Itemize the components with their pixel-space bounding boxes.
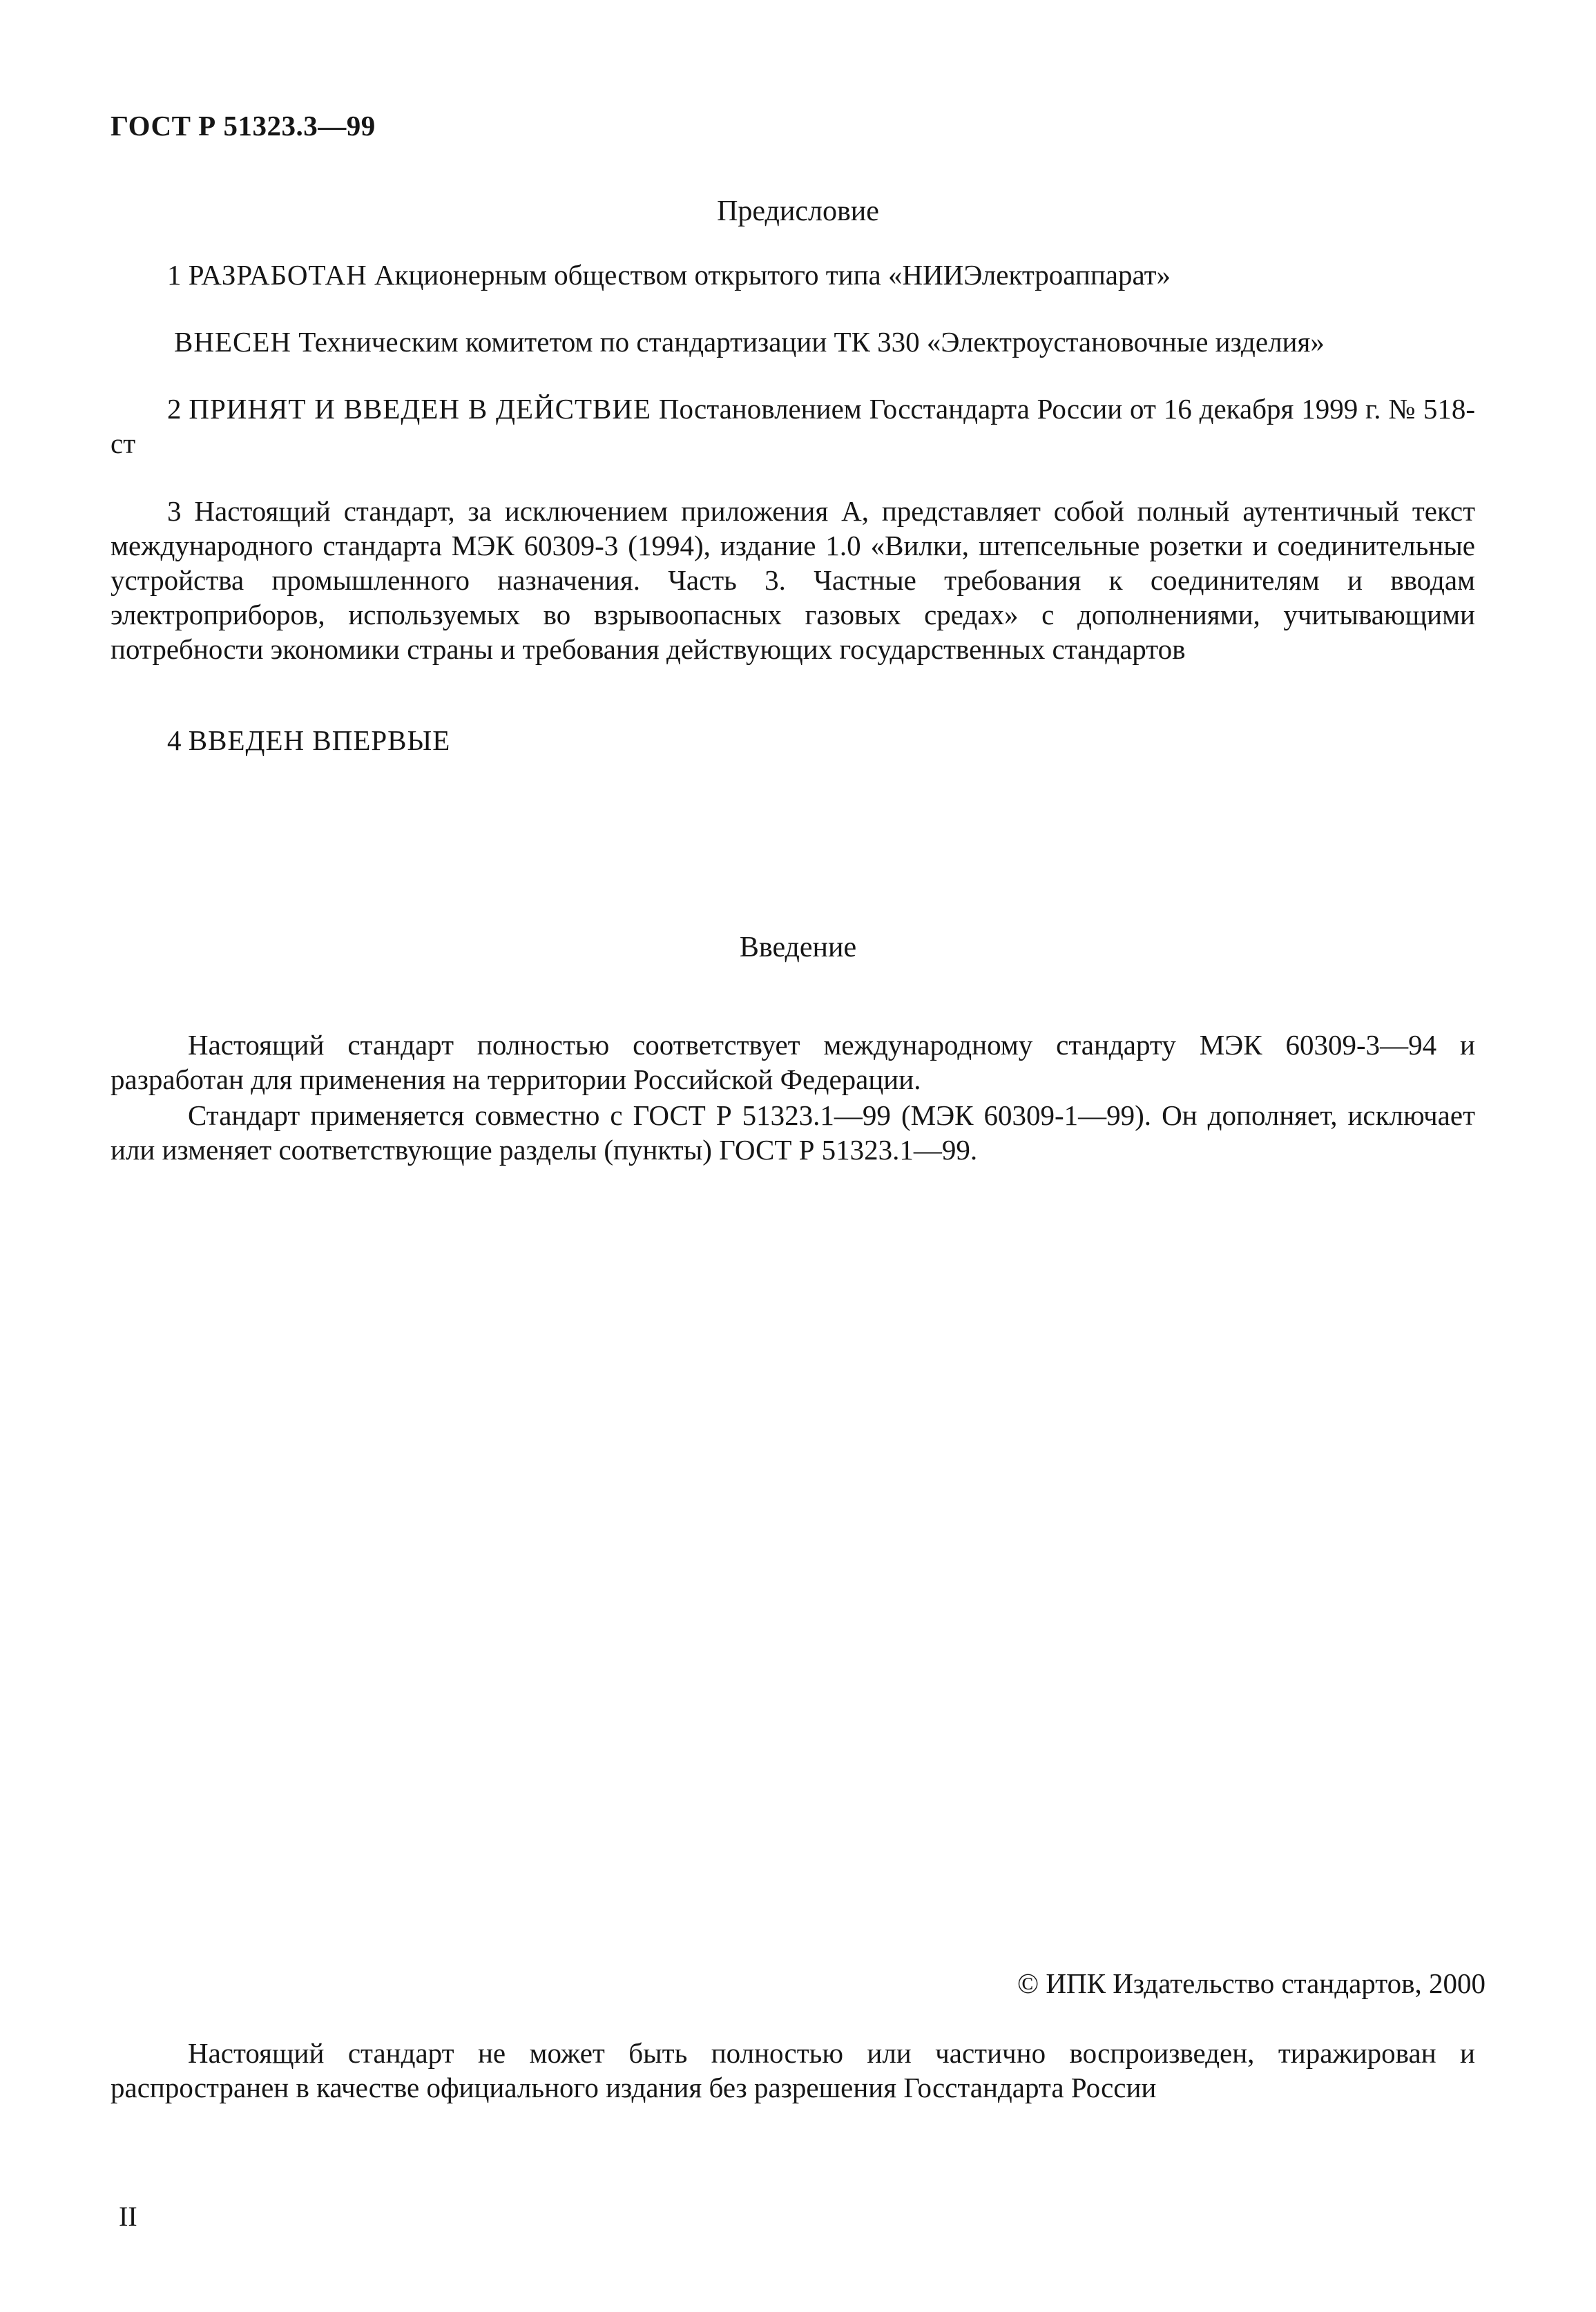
page-number: II — [119, 2201, 137, 2232]
introduction-para-1: Настоящий стандарт полностью соответствует международному стандарту МЭК 60309-3—94 и разработан для применения на территории Российской Федерации. — [110, 1029, 1475, 1095]
foreword-item-3: 3 Настоящий стандарт, за исключением приложения А, представляет собой полный аутентичный текст международного стандарта МЭК 60309-3 (1994), издание 1.0 «Вилки, штепсельные розетки и соединительные устройства промышленного назначения. Часть 3. Частные требования к соединителям и вводам электроприборов, используемых во взрывоопасных газовых средах» с дополнениями, учитывающими потребности экономики страны и требования действующих государственных стандартов — [110, 495, 1475, 665]
document-code: ГОСТ Р 51323.3—99 — [110, 110, 376, 142]
reproduction-notice: Настоящий стандарт не может быть полностью или частично воспроизведен, тиражирован и распространен в качестве официального издания без разрешения Госстандарта России — [110, 2037, 1475, 2103]
item-4-keyword: ВВЕДЕН ВПЕРВЫЕ — [188, 724, 451, 756]
foreword-item-4 — [110, 723, 1475, 758]
item-1-number: 1 — [167, 259, 189, 291]
foreword-item-1 — [110, 258, 1475, 292]
item-1-text: Акционерным обществом открытого типа «НИИЭлектроаппарат» — [367, 259, 1171, 291]
item-2-text: Постановлением Госстандарта России от 16 декабря 1999 г. № 518-ст — [110, 393, 1475, 459]
item-2-keyword: ПРИНЯТ И ВВЕДЕН В ДЕЙСТВИЕ — [189, 393, 652, 425]
item-4-number: 4 — [167, 724, 189, 756]
copyright-line: © ИПК Издательство стандартов, 2000 — [1017, 1967, 1486, 1999]
item-2-number: 2 — [167, 393, 189, 425]
item-1-keyword: РАЗРАБОТАН — [188, 259, 367, 291]
introduction-title: Введение — [739, 932, 857, 963]
foreword-title: Предисловие — [717, 195, 879, 227]
introduction-para-2: Стандарт применяется совместно с ГОСТ Р 51323.1—99 (МЭК 60309-1—99). Он дополняет, исключает или изменяет соответствующие разделы (пункты) ГОСТ Р 51323.1—99. — [110, 1099, 1475, 1166]
item-1b-keyword: ВНЕСЕН — [174, 326, 291, 358]
foreword-item-1b — [110, 325, 1475, 359]
foreword-item-2 — [110, 392, 1475, 461]
item-1b-text: Техническим комитетом по стандартизации ТК 330 «Электроустановочные изделия» — [291, 326, 1325, 358]
